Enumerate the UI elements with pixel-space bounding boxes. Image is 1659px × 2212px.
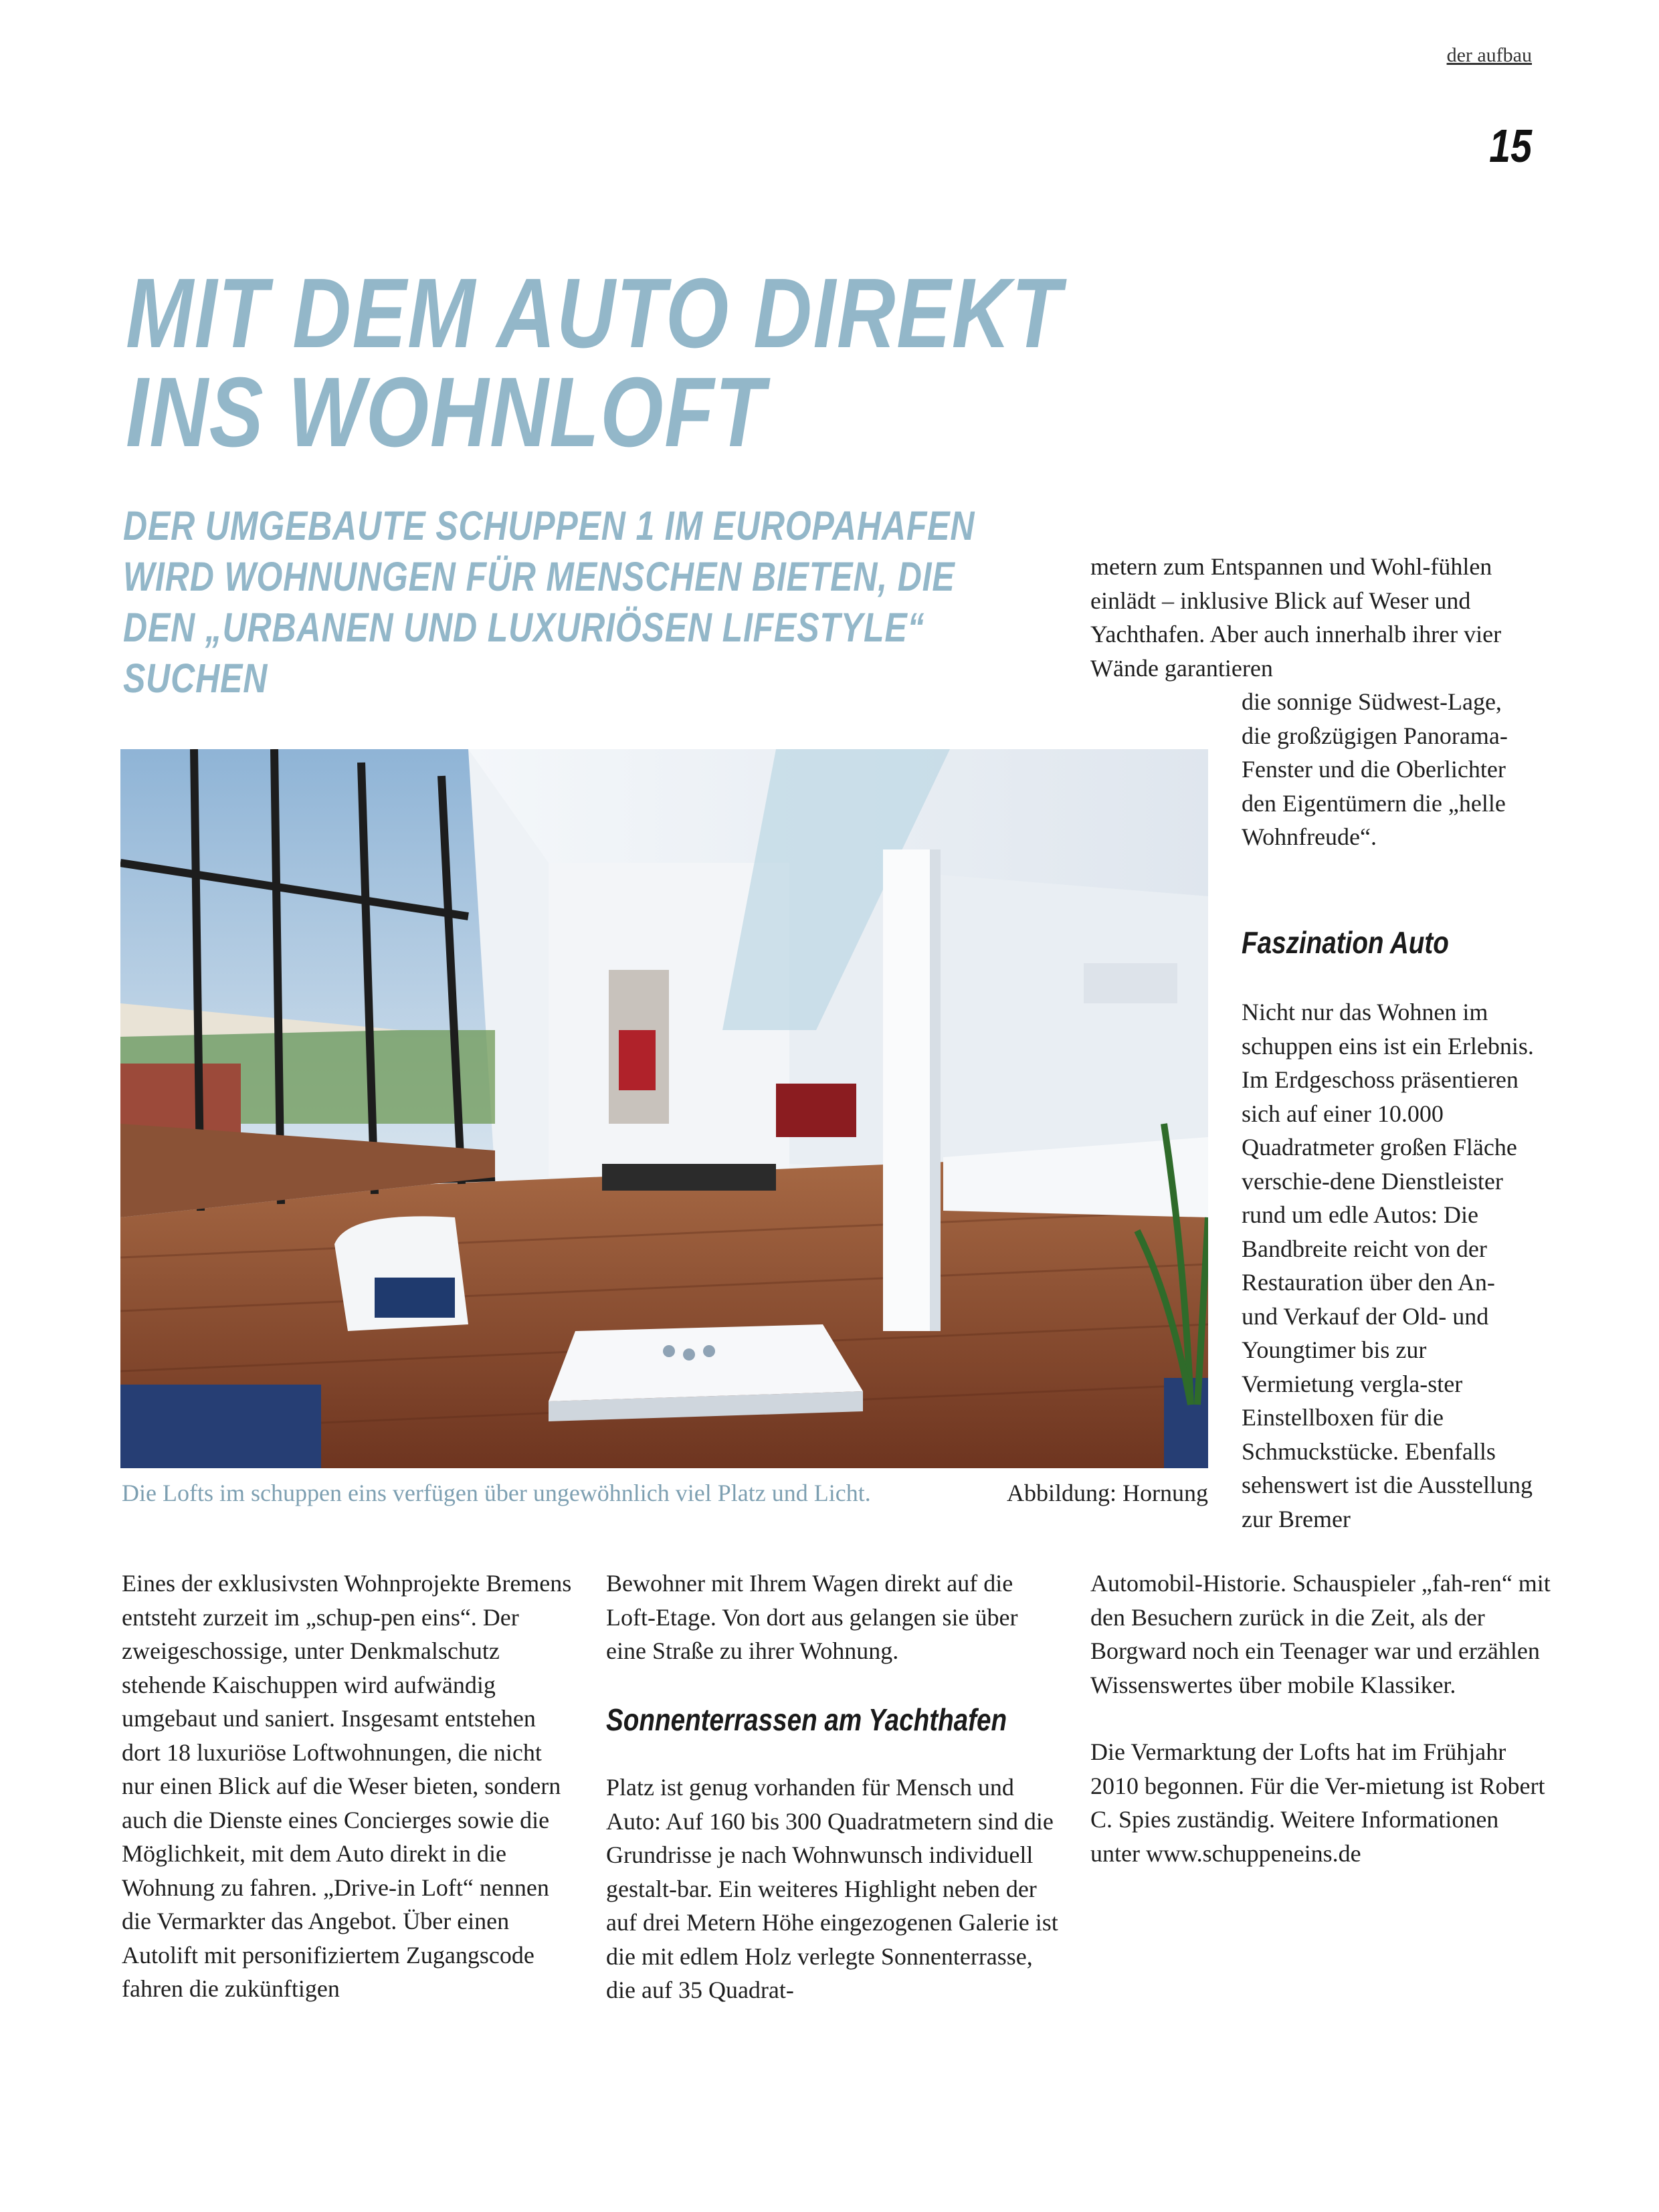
column-2-lower xyxy=(606,1771,1061,2007)
section-label: der aufbau xyxy=(1446,44,1532,66)
photo-caption xyxy=(122,1477,1212,1509)
paragraph: Platz ist genug vorhanden für Mensch und Auto: Auf 160 bis 300 Quadratmetern sind die Grundrisse je nach Wohnwunsch individuell gestalt-bar. Ein weiteres Highlight neben der auf drei Metern Höhe eingezogenen Galerie ist die mit edlem Holz verlegte Sonnenterrasse, die auf 35 Quadrat- xyxy=(606,1774,1058,2003)
article-subtitle: DER UMGEBAUTE SCHUPPEN 1 IM EUROPAHAFEN WIRD WOHNUNGEN FÜR MENSCHEN BIETEN, DIE DEN „URBANEN UND LUXURIÖSEN LIFESTYLE“ SUCHEN xyxy=(123,503,975,701)
paragraph: Bewohner mit Ihrem Wagen direkt auf die Loft-Etage. Von dort aus gelangen sie über eine Straße zu ihrer Wohnung. xyxy=(606,1570,1018,1664)
paragraph: Eines der exklusivsten Wohnprojekte Bremens entsteht zurzeit im „schup-pen eins“. Der zweigeschossige, unter Denkmalschutz stehende Kaischuppen wird aufwändig umgebaut und saniert. Insgesamt entstehen dort 18 luxuriöse Loftwohnungen, die nicht nur einen Blick auf die Weser bieten, sondern auch die Dienste eines Concierges sowie die Möglichkeit, mit dem Auto direkt in die Wohnung zu fahren. „Drive-in Loft“ nennen die Vermarkter das Angebot. Über einen Autolift mit personifiziertem Zugangscode fahren die zukünftigen xyxy=(122,1570,572,2002)
paragraph: Nicht nur das Wohnen im schuppen eins ist ein Erlebnis. Im Erdgeschoss präsentieren sich auf einer 10.000 Quadratmeter großen Fläche verschie-dene Dienstleister rund um edle Autos: Die Bandbreite reicht von der Restauration über den An- und Verkauf der Old- und Youngtimer bis zur Vermietung vergla-ster Einstellboxen für die Schmuckstücke. Ebenfalls sehenswert ist die Ausstellung zur Bremer xyxy=(1242,999,1534,1532)
column-1 xyxy=(122,1567,577,2006)
loft-interior-image xyxy=(120,749,1208,1468)
caption-text: Die Lofts im schuppen eins verfügen über ungewöhnlich viel Platz und Licht. xyxy=(122,1480,871,1506)
page-number: 15 xyxy=(1489,120,1532,172)
article-title: MIT DEM AUTO DIREKT INS WOHNLOFT xyxy=(126,258,1062,468)
column-3-narrow-2 xyxy=(1242,995,1536,1536)
column-3-bottom xyxy=(1090,1567,1552,1870)
subheading-sonnenterrassen: Sonnenterrassen am Yachthafen xyxy=(606,1702,1007,1737)
paragraph: Automobil-Historie. Schauspieler „fah-ren“ mit den Besuchern zurück in die Zeit, als der Borgward noch ein Teenager war und erzählen Wissenswertes über mobile Klassiker. xyxy=(1090,1570,1551,1698)
column-2 xyxy=(606,1567,1061,1668)
paragraph: die sonnige Südwest-Lage, die großzügigen Panorama-Fenster und die Oberlichter den Eigentümern die „helle Wohnfreude“. xyxy=(1242,688,1508,850)
paragraph: Die Vermarktung der Lofts hat im Frühjahr 2010 begonnen. Für die Ver-mietung ist Robert C. Spies zuständig. Weitere Informationen unter www.schuppeneins.de xyxy=(1090,1738,1545,1867)
column-3-top xyxy=(1090,550,1552,685)
loft-photo xyxy=(120,749,1208,1468)
subheading-faszination-auto: Faszination Auto xyxy=(1242,925,1449,960)
photo-credit: Abbildung: Hornung xyxy=(1007,1480,1208,1506)
paragraph: metern zum Entspannen und Wohl-fühlen einlädt – inklusive Blick auf Weser und Yachthafen. Aber auch innerhalb ihrer vier Wände garantieren xyxy=(1090,553,1502,682)
column-3-narrow xyxy=(1242,685,1536,854)
